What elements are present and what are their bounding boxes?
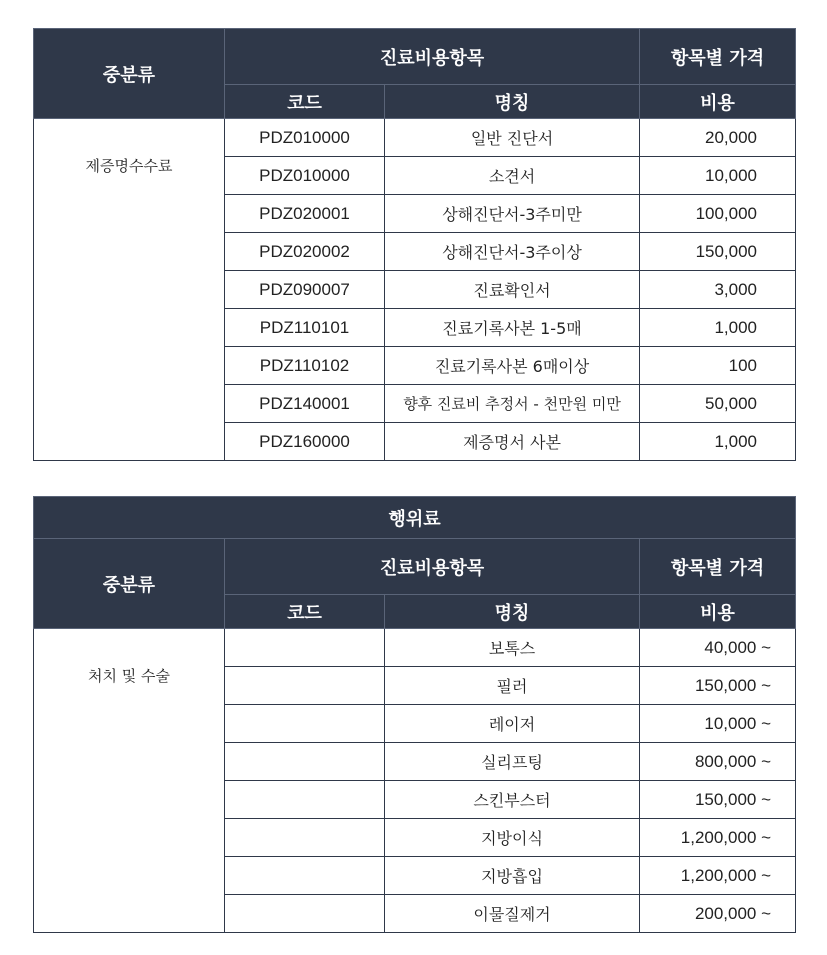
code-cell [225, 781, 385, 819]
cost-cell: 800,000 ~ [640, 743, 796, 781]
name-cell: 진료확인서 [385, 271, 640, 309]
category-cell: 처치 및 수술 [34, 629, 225, 933]
name-cell: 필러 [385, 667, 640, 705]
cost-cell: 150,000 ~ [640, 667, 796, 705]
category-cell: 제증명수수료 [34, 119, 225, 461]
code-cell [225, 857, 385, 895]
header-cost: 비용 [640, 85, 796, 119]
cost-cell: 3,000 [640, 271, 796, 309]
cost-cell: 50,000 [640, 385, 796, 423]
header-cost: 비용 [640, 595, 796, 629]
header-price-group: 항목별 가격 [640, 539, 796, 595]
header-item-group: 진료비용항목 [225, 539, 640, 595]
cost-cell: 150,000 [640, 233, 796, 271]
code-cell [225, 705, 385, 743]
name-cell: 이물질제거 [385, 895, 640, 933]
code-cell [225, 895, 385, 933]
name-cell: 지방흡입 [385, 857, 640, 895]
header-code: 코드 [225, 85, 385, 119]
cost-cell: 1,000 [640, 309, 796, 347]
cost-cell: 150,000 ~ [640, 781, 796, 819]
code-cell [225, 667, 385, 705]
cost-cell: 20,000 [640, 119, 796, 157]
cost-cell: 10,000 [640, 157, 796, 195]
name-cell: 지방이식 [385, 819, 640, 857]
code-cell: PDZ140001 [225, 385, 385, 423]
header-code: 코드 [225, 595, 385, 629]
name-cell: 실리프팅 [385, 743, 640, 781]
name-cell: 보톡스 [385, 629, 640, 667]
cost-cell: 1,000 [640, 423, 796, 461]
table-row [34, 119, 796, 157]
code-cell: PDZ110101 [225, 309, 385, 347]
code-cell: PDZ010000 [225, 119, 385, 157]
code-cell: PDZ020002 [225, 233, 385, 271]
code-cell: PDZ020001 [225, 195, 385, 233]
cost-cell: 1,200,000 ~ [640, 819, 796, 857]
code-cell: PDZ110102 [225, 347, 385, 385]
cost-cell: 100,000 [640, 195, 796, 233]
name-cell: 제증명서 사본 [385, 423, 640, 461]
cost-cell: 200,000 ~ [640, 895, 796, 933]
code-cell: PDZ160000 [225, 423, 385, 461]
code-cell: PDZ010000 [225, 157, 385, 195]
name-cell: 스킨부스터 [385, 781, 640, 819]
cost-cell: 1,200,000 ~ [640, 857, 796, 895]
name-cell: 레이저 [385, 705, 640, 743]
header-name: 명칭 [385, 85, 640, 119]
table-row [34, 629, 796, 667]
name-cell: 진료기록사본 1-5매 [385, 309, 640, 347]
header-category: 중분류 [34, 29, 225, 119]
cost-cell: 10,000 ~ [640, 705, 796, 743]
header-category: 중분류 [34, 539, 225, 629]
code-cell [225, 629, 385, 667]
name-cell: 상해진단서-3주이상 [385, 233, 640, 271]
cost-cell: 40,000 ~ [640, 629, 796, 667]
name-cell: 향후 진료비 추정서 - 천만원 미만 [385, 385, 640, 423]
code-cell: PDZ090007 [225, 271, 385, 309]
header-item-group: 진료비용항목 [225, 29, 640, 85]
certificate-fee-table [33, 28, 796, 461]
name-cell: 상해진단서-3주미만 [385, 195, 640, 233]
code-cell [225, 819, 385, 857]
name-cell: 소견서 [385, 157, 640, 195]
cost-cell: 100 [640, 347, 796, 385]
name-cell: 일반 진단서 [385, 119, 640, 157]
procedure-fee-table [33, 496, 796, 933]
header-name: 명칭 [385, 595, 640, 629]
table-title: 행위료 [34, 497, 796, 539]
code-cell [225, 743, 385, 781]
name-cell: 진료기록사본 6매이상 [385, 347, 640, 385]
header-price-group: 항목별 가격 [640, 29, 796, 85]
